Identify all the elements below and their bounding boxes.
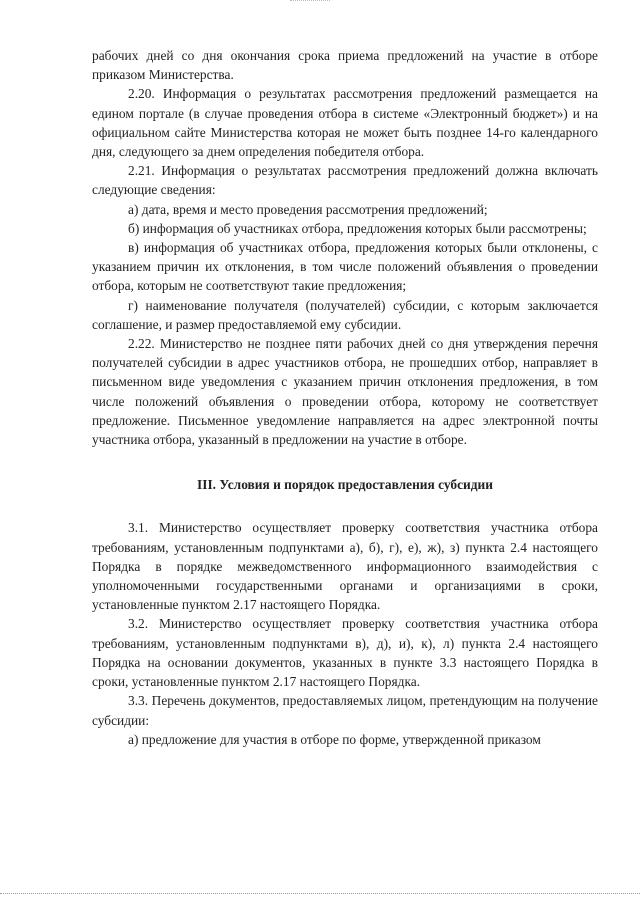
paragraph-2-20: 2.20. Информация о результатах рассмотрения предложений размещается на едином портале (в случае проведения отбора в системе «Электронный бюджет») и на официальном сайте Министерства которая не может быть позднее 14-го календарного дня, следующего за днем определения победителя отбора. [92, 86, 598, 160]
scan-artifact-top [290, 0, 330, 1]
paragraph-2-21-a: а) дата, время и место проведения рассмотрения предложений; [128, 201, 488, 217]
paragraph-2-21-b: б) информация об участниках отбора, предложения которых были рассмотрены; [128, 220, 587, 236]
paragraph-2-22: 2.22. Министерство не позднее пяти рабочих дней со дня утверждения перечня получателей субсидии в адрес участников отбора, не прошедших отбор, направляет в письменном виде уведомления с указанием причин отклонения предложения, в том числе положений объявления о проведении отбора, которому не соответствует предложение. Письменное уведомление направляется на адрес электронной почты участника отбора, указанный в предложении на участие в отборе. [92, 336, 598, 448]
paragraph-3-3-a: а) предложение для участия в отборе по форме, утвержденной приказом [128, 731, 541, 747]
document-page [92, 46, 598, 749]
paragraph-2-21-v: в) информация об участниках отбора, предложения которых были отклонены, с указанием причин их отклонения, в том числе положений объявления о проведении отбора, которым не соответствуют такие предложения; [92, 240, 598, 294]
paragraph-3-2: 3.2. Министерство осуществляет проверку соответствия участника отбора требованиям, установленным подпунктами в), д), и), к), л) пункта 2.4 настоящего Порядка на основании документов, указанных в пункте 3.3 настоящего Порядка в сроки, установленные пунктом 2.17 настоящего Порядка. [92, 616, 598, 690]
paragraph-2-21: 2.21. Информация о результатах рассмотрения предложений должна включать следующие сведения: [92, 163, 598, 198]
paragraph-2-21-g: г) наименование получателя (получателей) субсидии, с которым заключается соглашение, и размер предоставляемой ему субсидии. [92, 297, 598, 332]
paragraph-3-3: 3.3. Перечень документов, предоставляемых лицом, претендующим на получение субсидии: [92, 693, 598, 728]
page-bottom-border [0, 893, 640, 894]
paragraph-3-1: 3.1. Министерство осуществляет проверку соответствия участника отбора требованиям, установленным подпунктами а), б), г), е), ж), з) пункта 2.4 настоящего Порядка в порядке межведомственного информационного взаимодействия с уполномоченными государственными органами и организациями в сроки, установленные пунктом 2.17 настоящего Порядка. [92, 520, 598, 613]
paragraph-continuation: рабочих дней со дня окончания срока приема предложений на участие в отборе приказом Министерства. [92, 48, 598, 83]
section-heading: III. Условия и порядок предоставления субсидии [197, 477, 493, 493]
